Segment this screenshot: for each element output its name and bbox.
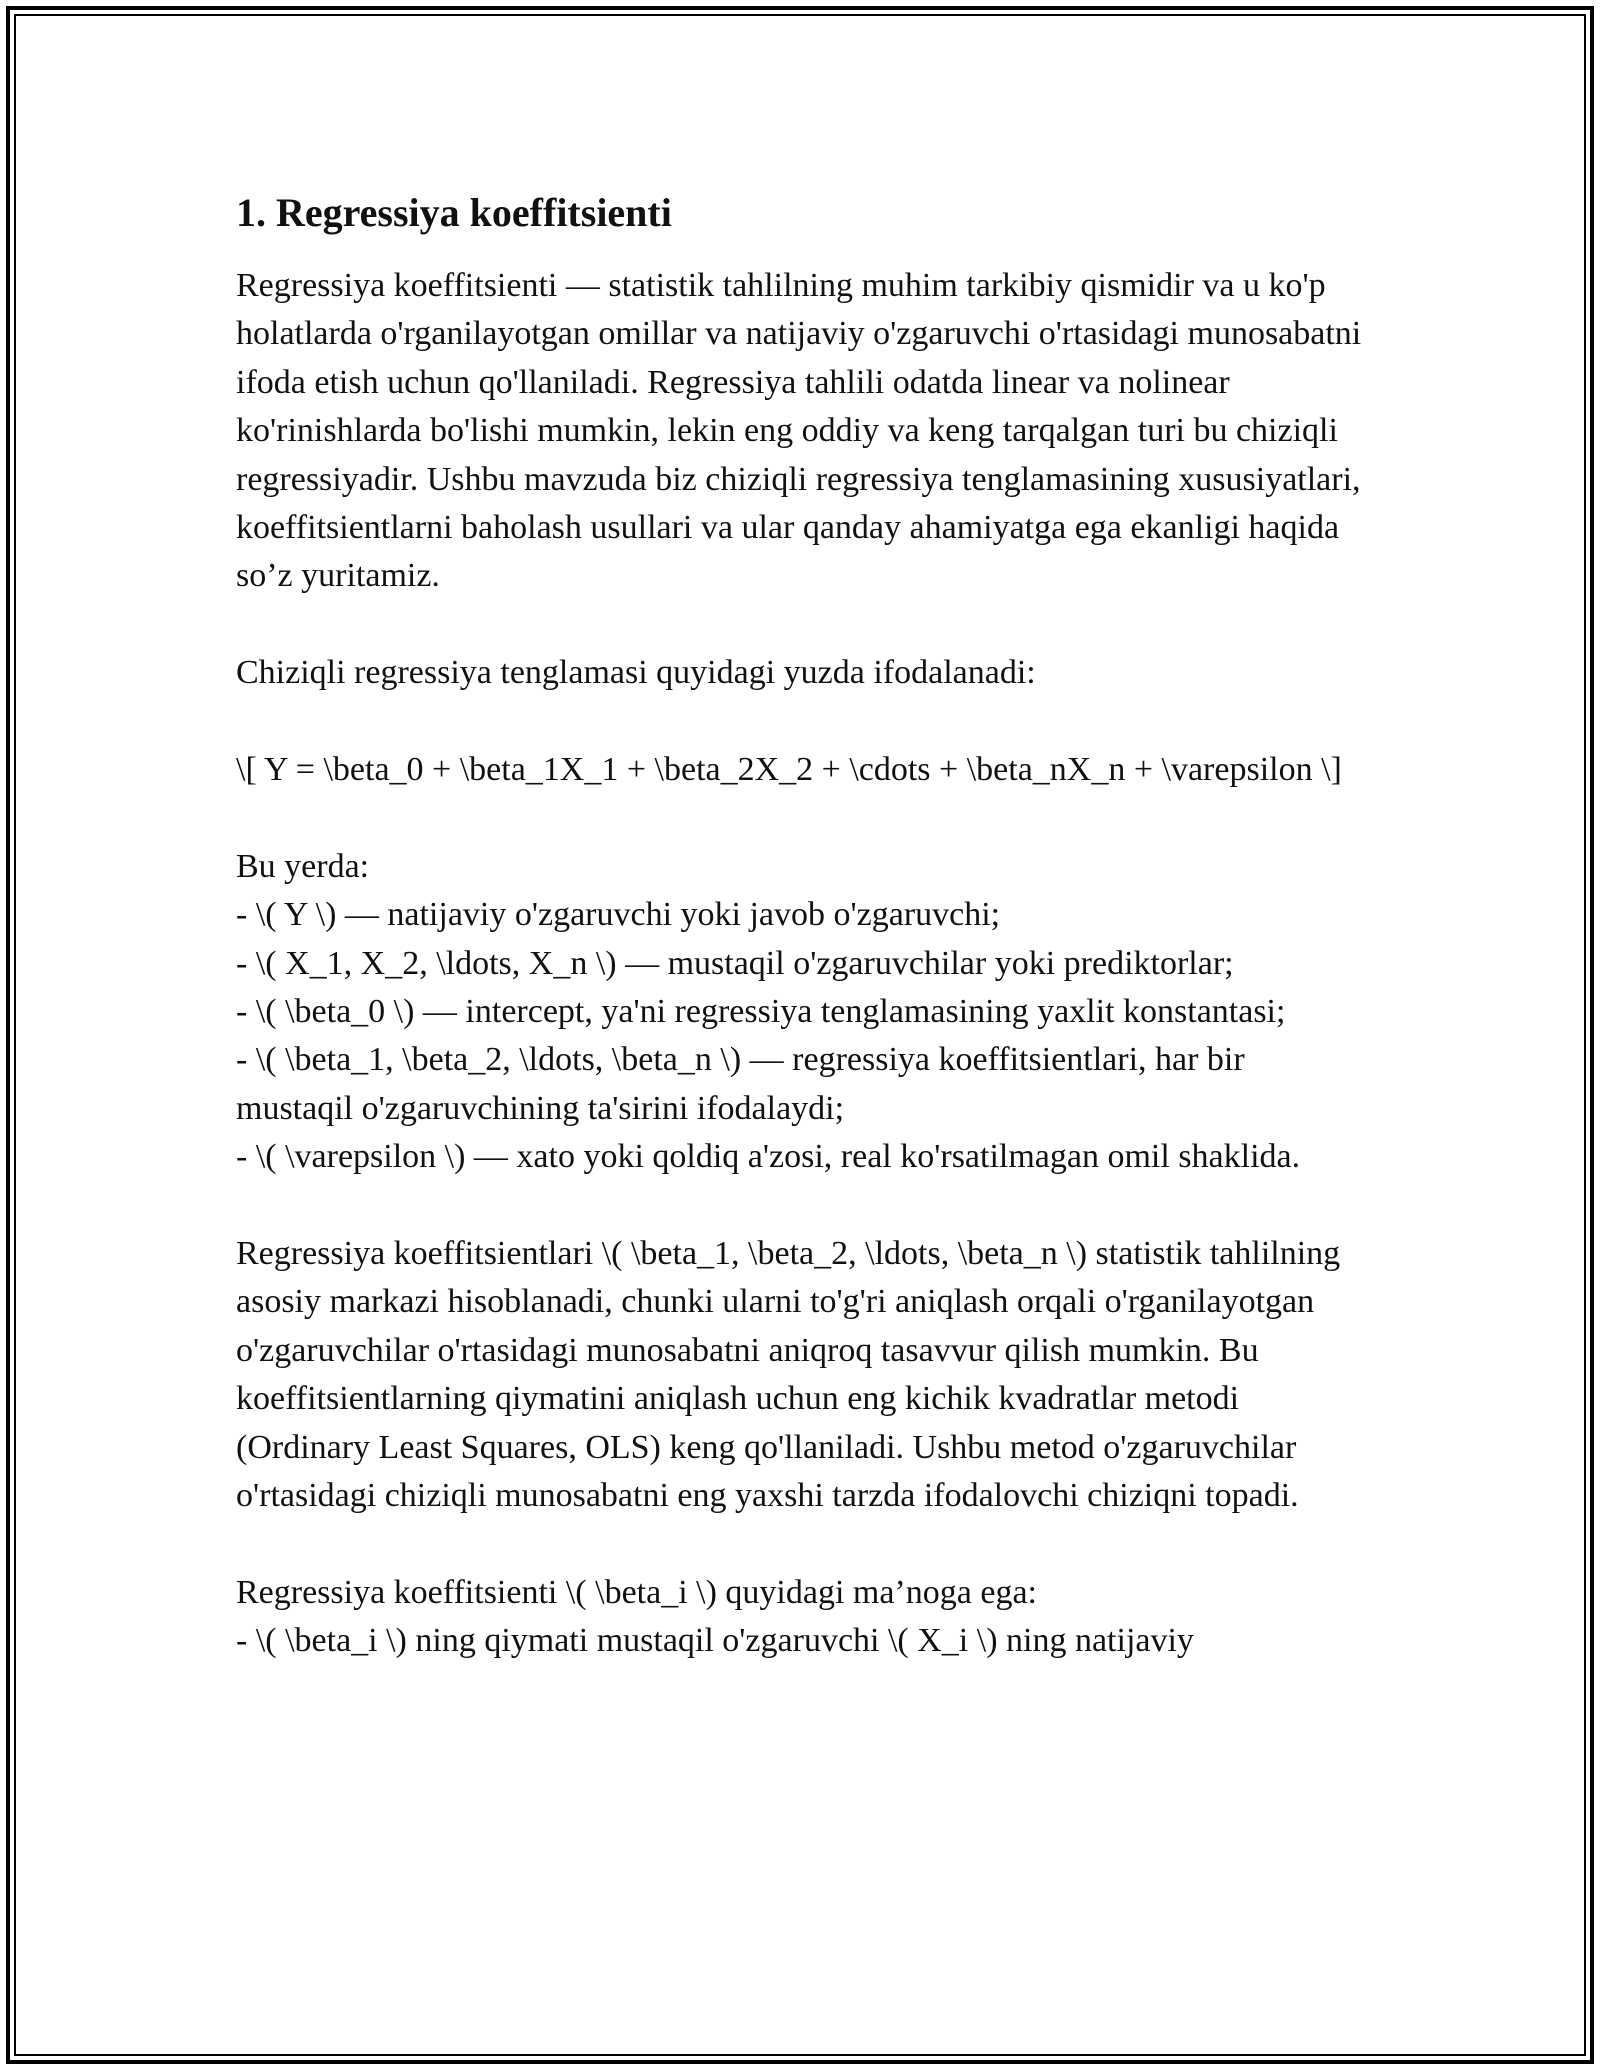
definition-item: - \( \beta_1, \beta_2, \ldots, \beta_n \) — regressiya koeffitsientlari, har bir mustaqil o'zgaruvchining ta'sirini ifodalaydi; [236, 1041, 1245, 1127]
paragraph-spacer [236, 698, 1366, 746]
regression-equation: \[ Y = \beta_0 + \beta_1X_1 + \beta_2X_2 + \cdots + \beta_nX_n + \varepsilon \] [236, 751, 1342, 789]
document-body [236, 186, 1366, 1666]
paragraph-spacer [236, 1521, 1366, 1569]
ols-paragraph: Regressiya koeffitsientlari \( \beta_1, \beta_2, \ldots, \beta_n \) statistik tahlilning asosiy markazi hisoblanadi, chunki ularni to'g'ri aniqlash orqali o'rganilayotgan o'zgaruvchilar o'rtasidagi munosabatni aniqroq tasavvur qilish mumkin. Bu koeffitsientlarning qiymatini aniqlash uchun eng kichik kvadratlar metodi (Ordinary Least Squares, OLS) keng qo'llaniladi. Ushbu metod o'zgaruvchilar o'rtasidagi chiziqli munosabatni eng yaxshi tarzda ifodalovchi chiziqni topadi. [236, 1235, 1341, 1515]
intro-paragraph: Regressiya koeffitsienti — statistik tahlilning muhim tarkibiy qismidir va u ko'p holatlarda o'rganilayotgan omillar va natijaviy o'zgaruvchi o'rtasidagi munosabatni ifoda etish uchun qo'llaniladi. Regressiya tahlili odatda linear va nolinear ko'rinishlarda bo'lishi mumkin, lekin eng oddiy va keng tarqalgan turi bu chiziqli regressiyadir. Ushbu mavzuda biz chiziqli regressiya tenglamasining xususiyatlari, koeffitsientlarni baholash usullari va ular qanday ahamiyatga ega ekanligi haqida so’z yuritamiz. [236, 267, 1362, 595]
meaning-label: Regressiya koeffitsienti \( \beta_i \) quyidagi ma’noga ega: [236, 1573, 1037, 1611]
paragraph-spacer [236, 601, 1366, 649]
paragraph-spacer [236, 1182, 1366, 1230]
definition-item: - \( \beta_0 \) — intercept, ya'ni regressiya tenglamasining yaxlit konstantasi; [236, 993, 1286, 1031]
definition-item: - \( Y \) — natijaviy o'zgaruvchi yoki javob o'zgaruvchi; [236, 896, 1001, 934]
meaning-item: - \( \beta_i \) ning qiymati mustaqil o'zgaruvchi \( X_i \) ning natijaviy [236, 1622, 1194, 1660]
definition-item: - \( \varepsilon \) — xato yoki qoldiq a'zosi, real ko'rsatilmagan omil shaklida. [236, 1138, 1301, 1176]
where-label: Bu yerda: [236, 847, 370, 885]
definition-item: - \( X_1, X_2, \ldots, X_n \) — mustaqil o'zgaruvchilar yoki prediktorlar; [236, 944, 1234, 982]
section-heading: 1. Regressiya koeffitsienti [236, 190, 672, 235]
paragraph-spacer [236, 794, 1366, 842]
equation-intro: Chiziqli regressiya tenglamasi quyidagi yuzda ifodalanadi: [236, 654, 1036, 692]
